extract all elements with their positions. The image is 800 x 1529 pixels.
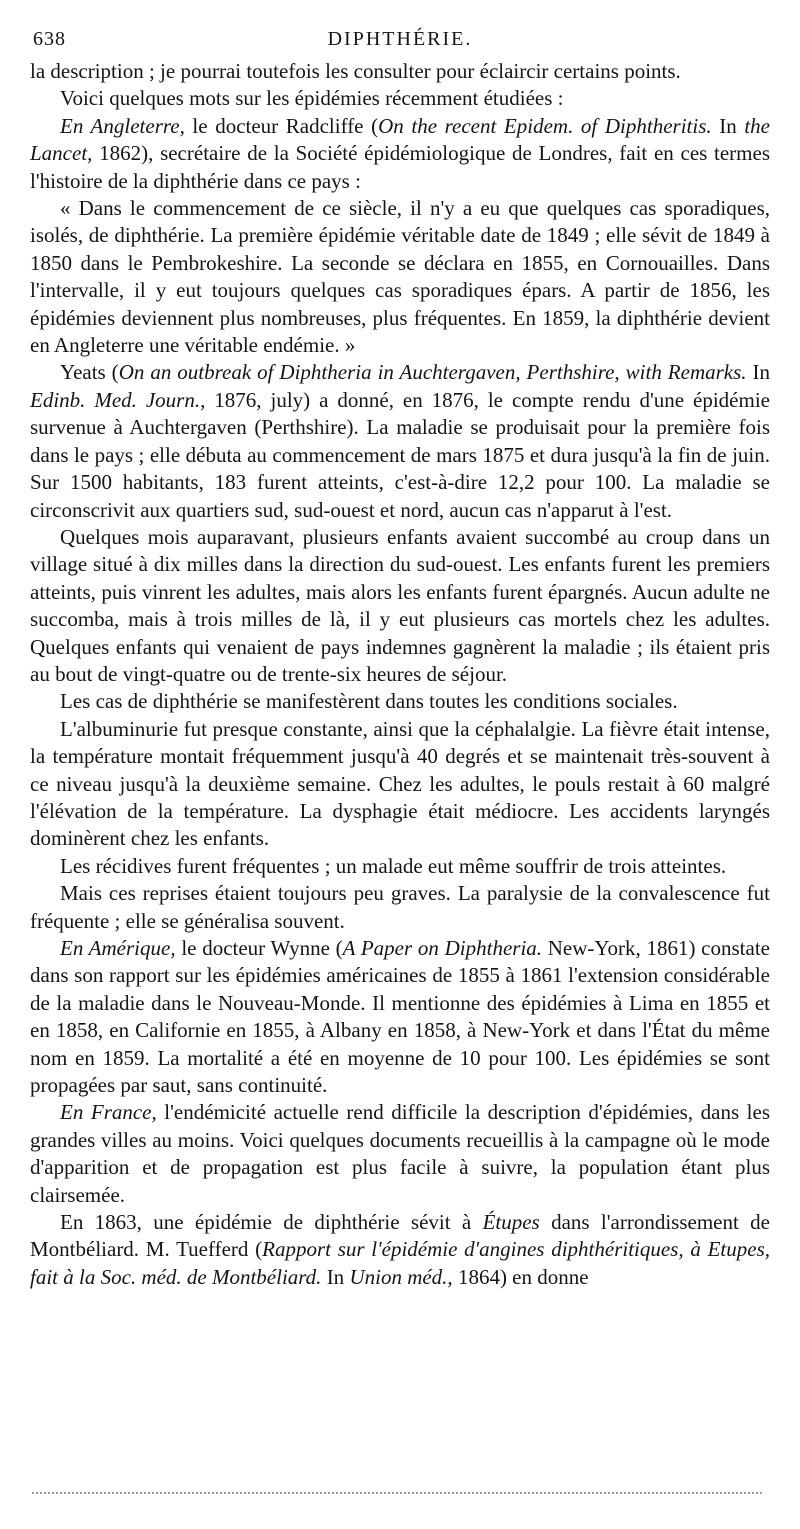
text-run: New-York, 1861) constate dans son rapport sur les épidémies américaines de 1855 à 1861 l'extension considérable de la maladie dans le Nouveau-Monde. Il mentionne des épidémies à Lima en 1855 et en 1858, en Californie en 1855, à Albany en 1858, à New-York et dans l'État du même nom en 1859. La mortalité a été en moyenne de 10 pour 100. Les épidémies se sont propagées par saut, sans continuité. xyxy=(30,936,770,1098)
text-run: Voici quelques mots sur les épidémies récemment étudiées : xyxy=(60,86,564,111)
text-run: Les cas de diphthérie se manifestèrent dans toutes les conditions sociales. xyxy=(60,689,678,714)
text-run: In xyxy=(711,113,745,138)
paragraph xyxy=(30,113,770,195)
text-run: le docteur Radcliffe ( xyxy=(184,113,379,138)
text-run: L'albuminurie fut presque constante, ainsi que la céphalalgie. La fièvre était intense, la température montait fréquemment jusqu'à 40 degrés et se maintenait très-souvent à ce niveau jusqu'à la deuxième semaine. Chez les adultes, le pouls restait à 60 malgré l'élévation de la température. La dysphagie était médiocre. Les accidents laryngés dominèrent chez les enfants. xyxy=(30,716,770,851)
italic-text: Union méd., xyxy=(349,1264,453,1289)
italic-text: En Amérique, xyxy=(60,936,176,960)
text-run: 1862), secrétaire de la Société épidémiologique de Londres, fait en ces termes l'histoire de la diphthérie dans ce pays : xyxy=(30,141,770,193)
running-title: DIPHTHÉRIE. xyxy=(327,28,473,50)
text-run: Mais ces reprises étaient toujours peu graves. La paralysie de la convalescence fut fréquente ; elle se généralisa souvent. xyxy=(30,881,770,933)
text-run: Quelques mois auparavant, plusieurs enfants avaient succombé au croup dans un village situé à dix milles dans la direction du sud-ouest. Les enfants furent les premiers atteints, puis vinrent les adultes, mais alors les enfants furent épargnés. Aucun adulte ne succomba, mais à trois milles de là, il y eut plusieurs cas mortels chez les adultes. Quelques enfants qui venaient de pays indemnes gagnèrent la maladie ; ils étaient pris au bout de vingt-quatre ou de trente-six heures de séjour. xyxy=(30,524,770,686)
text-run: dans l'arrondissement de Montbéliard. M. Tuefferd ( xyxy=(30,1210,770,1262)
book-page xyxy=(30,28,770,1291)
text-run: En 1863, une épidémie de diphthérie sévit à xyxy=(60,1210,483,1235)
italic-text: Edinb. Med. Journ., xyxy=(30,387,206,412)
italic-text: the Lancet, xyxy=(30,113,770,166)
paragraph xyxy=(30,1209,770,1291)
text-run: 1864) en donne xyxy=(452,1264,589,1289)
text-run: la description ; je pourrai toutefois les consulter pour éclaircir certains points. xyxy=(30,59,681,83)
paragraph xyxy=(30,58,770,85)
paragraph xyxy=(30,195,770,359)
italic-text: En Angleterre, xyxy=(60,113,185,138)
italic-text: A Paper on Diphtheria. xyxy=(342,936,543,960)
body-text xyxy=(30,58,770,1291)
italic-text: On an outbreak of Diphtheria in Auchtergaven, Perthshire, with Remarks. xyxy=(118,360,747,385)
italic-text: En France, xyxy=(60,1100,157,1125)
text-run: 1876, july) a donné, en 1876, le compte rendu d'une épidémie survenue à Auchtergaven (Perthshire). La maladie se produisait pour la première fois dans le pays ; elle débuta au commencement de mars 1875 et dura jusqu'à la fin de juin. Sur 1500 habitants, 183 furent atteints, c'est-à-dire 12,2 pour 100. La maladie se circonscrivit aux quartiers sud, sud-ouest et nord, aucun cas n'apparut à l'est. xyxy=(30,387,770,522)
paragraph xyxy=(30,524,770,688)
paragraph xyxy=(30,880,770,935)
page-number: 638 xyxy=(33,28,66,50)
text-run: « Dans le commencement de ce siècle, il n'y a eu que quelques cas sporadiques, isolés, de diphthérie. La première épidémie véritable date de 1849 ; elle sévit de 1849 à 1850 dans le Pembrokeshire. La seconde se déclara en 1855, en Cornouailles. Dans l'intervalle, il y eut toujours quelques cas sporadiques épars. A partir de 1856, les épidémies deviennent plus nombreuses, plus fréquentes. En 1859, la diphthérie devient en Angleterre une véritable endémie. » xyxy=(30,196,770,358)
footer-rule xyxy=(32,1492,762,1494)
text-run: Yeats ( xyxy=(60,360,119,385)
paragraph xyxy=(30,688,770,715)
paragraph xyxy=(30,359,770,523)
text-run: le docteur Wynne ( xyxy=(175,936,343,960)
italic-text: On the recent Epidem. of Diphtheritis. xyxy=(378,113,712,138)
paragraph xyxy=(30,1099,770,1209)
italic-text: Étupes xyxy=(482,1210,540,1235)
paragraph xyxy=(30,85,770,112)
text-run: Les récidives furent fréquentes ; un malade eut même souffrir de trois atteintes. xyxy=(60,853,727,878)
italic-text: Rapport sur l'épidémie d'angines diphthéritiques, à Etupes, fait à la Soc. méd. de Montbéliard. xyxy=(30,1237,770,1289)
paragraph xyxy=(30,935,770,1099)
text-run: In xyxy=(746,360,770,385)
page-header xyxy=(30,28,770,58)
paragraph xyxy=(30,716,770,853)
paragraph xyxy=(30,853,770,880)
text-run: In xyxy=(321,1264,350,1289)
text-run: l'endémicité actuelle rend difficile la description d'épidémies, dans les grandes villes au moins. Voici quelques documents recueillis à la campagne où le mode d'apparition et de propagation est plus facile à suivre, la population étant plus clairsemée. xyxy=(30,1100,770,1207)
